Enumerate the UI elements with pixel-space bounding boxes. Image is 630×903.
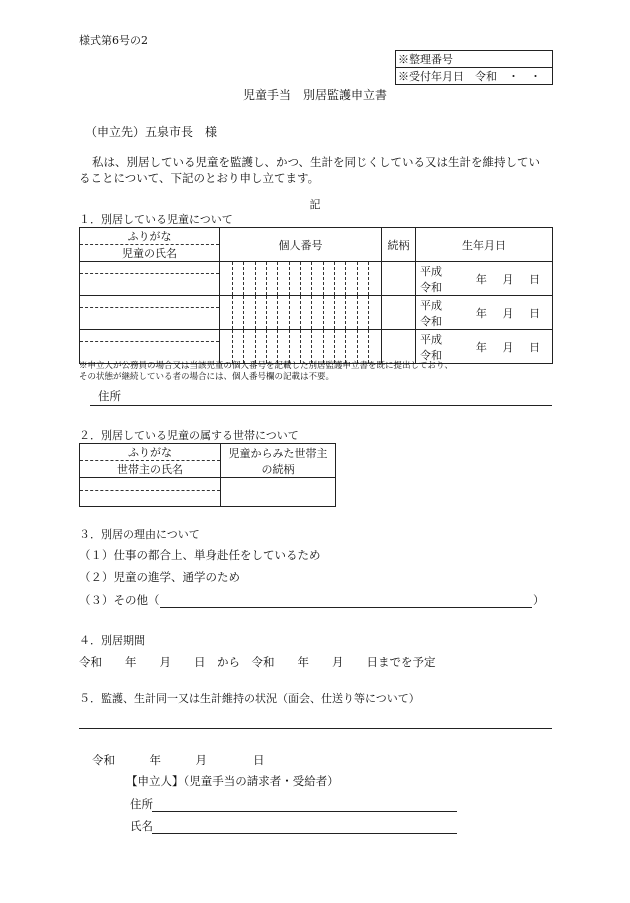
separation-period[interactable]: 令和 年 月 日 から 令和 年 月 日までを予定	[79, 655, 436, 669]
reason-option-3[interactable]: （３）その他（	[79, 593, 160, 607]
month-label: 月	[502, 272, 514, 286]
relation-cell[interactable]	[382, 330, 416, 364]
birthdate-header: 生年月日	[416, 228, 553, 262]
individual-number-header: 個人番号	[220, 228, 382, 262]
month-label: 月	[502, 340, 514, 354]
relation-header-line-1: 児童からみた世帯主	[228, 446, 328, 460]
furigana-cell[interactable]	[80, 262, 219, 274]
relation-cell[interactable]	[382, 296, 416, 330]
child-name-cell[interactable]	[80, 296, 220, 330]
individual-number-cell[interactable]	[220, 330, 382, 364]
name-header: 世帯主の氏名	[117, 463, 183, 476]
relation-header-line-2: の続柄	[261, 462, 295, 476]
individual-number-cell[interactable]	[220, 296, 382, 330]
address-label: 住所	[98, 389, 121, 403]
birthdate-cell[interactable]	[416, 296, 553, 330]
table-row	[80, 296, 553, 330]
reason-option-2[interactable]: （２）児童の進学、通学のため	[79, 570, 240, 584]
furigana-header: ふりがな	[80, 228, 219, 245]
applicant-address-label: 住所	[130, 797, 153, 811]
child-name-header	[80, 228, 220, 262]
section1-heading: １．別居している児童について	[79, 213, 233, 226]
householder-name-cell[interactable]	[80, 478, 221, 507]
child-name-cell[interactable]	[80, 330, 220, 364]
era-reiwa: 令和	[420, 280, 442, 294]
addressee: （申立先）五泉市長 様	[85, 125, 218, 139]
relation-header: 続柄	[382, 228, 416, 262]
era-reiwa: 令和	[420, 348, 442, 362]
received-date-field: ※受付年月日 令和 ・ ・	[396, 68, 553, 85]
householder-relation-cell[interactable]	[221, 478, 336, 507]
furigana-cell[interactable]	[80, 296, 219, 308]
form-number: 様式第6号の2	[79, 34, 148, 47]
day-label: 日	[529, 272, 541, 286]
birthdate-cell[interactable]	[416, 330, 553, 364]
furigana-cell[interactable]	[80, 330, 219, 342]
receipt-number-field: ※整理番号	[396, 51, 553, 68]
child-name-cell[interactable]	[80, 262, 220, 296]
section4-heading: ４．別居期間	[79, 634, 145, 647]
children-table	[79, 227, 553, 364]
applicant-name-label: 氏名	[130, 819, 153, 833]
submission-date[interactable]: 令和 年 月 日	[92, 753, 265, 767]
era-heisei: 平成	[420, 298, 442, 312]
address-line[interactable]	[90, 405, 552, 406]
applicant-name-line[interactable]	[152, 833, 457, 834]
table-row	[80, 330, 553, 364]
note-line-2: その状態が継続している者の場合には、個人番号欄の記載は不要。	[79, 372, 335, 382]
note-line-1: ※申立人が公務員の場合又は当該児童の個人番号を記載した別居監護申立書を既に提出しており、	[79, 361, 454, 371]
page-title: 児童手当 別居監護申立書	[242, 88, 387, 102]
furigana-header: ふりがな	[80, 444, 220, 461]
table-row	[80, 478, 336, 507]
section2-heading: ２．別居している児童の属する世帯について	[79, 429, 299, 442]
intro-text-1: 私は、別居している児童を監護し、かつ、生計を同じくしている又は生計を維持してい	[92, 155, 541, 169]
table-row	[80, 262, 553, 296]
name-header: 児童の氏名	[122, 247, 177, 260]
year-label: 年	[475, 306, 487, 320]
relation-cell[interactable]	[382, 262, 416, 296]
householder-relation-header	[221, 444, 336, 478]
year-label: 年	[475, 340, 487, 354]
applicant-label: 【申立人】（児童手当の請求者・受給者）	[126, 774, 339, 788]
section5-heading: ５．監護、生計同一又は生計維持の状況（面会、仕送り等について）	[79, 692, 420, 705]
day-label: 日	[529, 340, 541, 354]
office-use-box	[395, 50, 553, 85]
applicant-address-line[interactable]	[152, 811, 457, 812]
household-table	[79, 443, 336, 507]
era-heisei: 平成	[420, 332, 442, 346]
month-label: 月	[502, 306, 514, 320]
other-close-paren: ）	[533, 593, 545, 607]
intro-text-2: ることについて、下記のとおり申し立てます。	[79, 171, 320, 185]
era-heisei: 平成	[420, 264, 442, 278]
section3-heading: ３．別居の理由について	[79, 528, 200, 541]
other-reason-line[interactable]	[160, 607, 532, 608]
birthdate-cell[interactable]	[416, 262, 553, 296]
reason-option-1[interactable]: （１）仕事の都合上、単身赴任をしているため	[79, 548, 321, 562]
individual-number-cell[interactable]	[220, 262, 382, 296]
householder-name-header	[80, 444, 221, 478]
year-label: 年	[475, 272, 487, 286]
furigana-cell[interactable]	[80, 478, 220, 491]
era-reiwa: 令和	[420, 314, 442, 328]
ki-mark: 記	[309, 198, 321, 211]
status-line[interactable]	[79, 728, 552, 729]
day-label: 日	[529, 306, 541, 320]
